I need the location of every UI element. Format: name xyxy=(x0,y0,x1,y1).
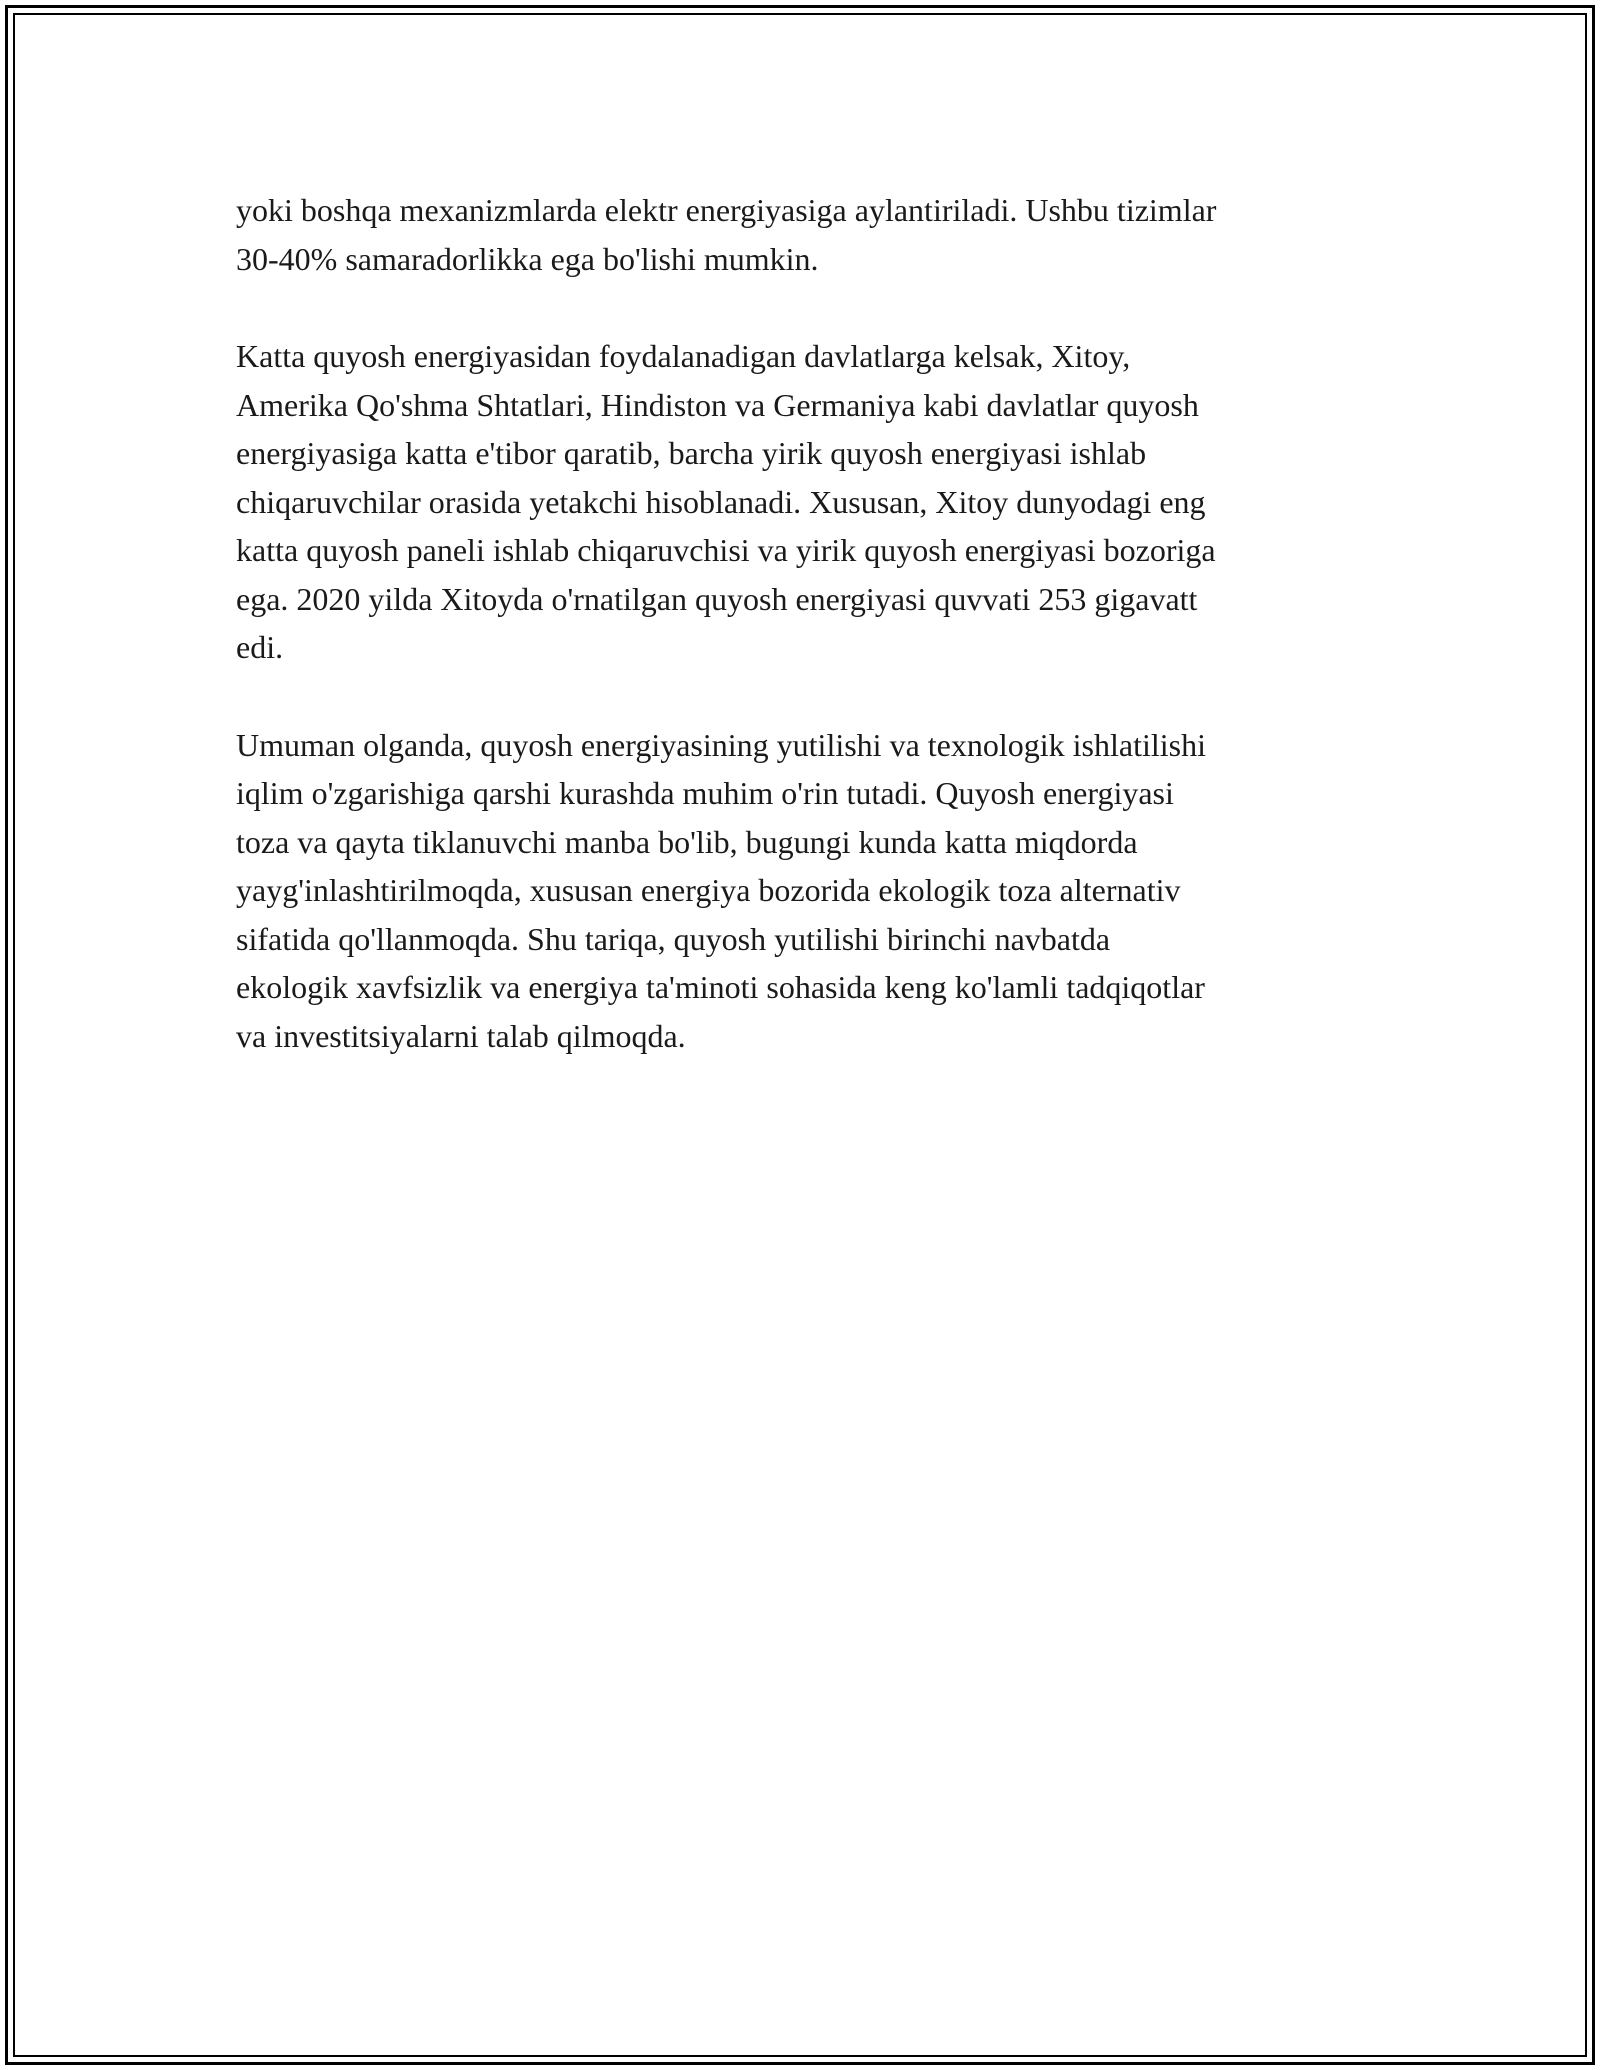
paragraph-2: Katta quyosh energiyasidan foydalanadigan davlatlarga kelsak, Xitoy, Amerika Qo'shma Shtatlari, Hindiston va Germaniya kabi davlatlar quyosh energiyasiga katta e'tibor qaratib, barcha yirik quyosh energiyasi ishlab chiqaruvchilar orasida yetakchi hisoblanadi. Xususan, Xitoy dunyodagi eng katta quyosh paneli ishlab chiqaruvchisi va yirik quyosh energiyasi bozoriga ega. 2020 yilda Xitoyda o'rnatilgan quyosh energiyasi quvvati 253 gigavatt edi. xyxy=(236,338,1216,665)
paragraph-3: Umuman olganda, quyosh energiyasining yutilishi va texnologik ishlatilishi iqlim o'zgarishiga qarshi kurashda muhim o'rin tutadi. Quyosh energiyasi toza va qayta tiklanuvchi manba bo'lib, bugungi kunda katta miqdorda yayg'inlashtirilmoqda, xususan energiya bozorida ekologik toza alternativ sifatida qo'llanmoqda. Shu tariqa, quyosh yutilishi birinchi navbatda ekologik xavfsizlik va energiya ta'minoti sohasida keng ko'lamli tadqiqotlar va investitsiyalarni talab qilmoqda. xyxy=(236,726,1206,1054)
paragraph-1: yoki boshqa mexanizmlarda elektr energiyasiga aylantiriladi. Ushbu tizimlar 30-40% samaradorlikka ega bo'lishi mumkin. xyxy=(236,192,1217,277)
document-body xyxy=(236,186,1364,1060)
